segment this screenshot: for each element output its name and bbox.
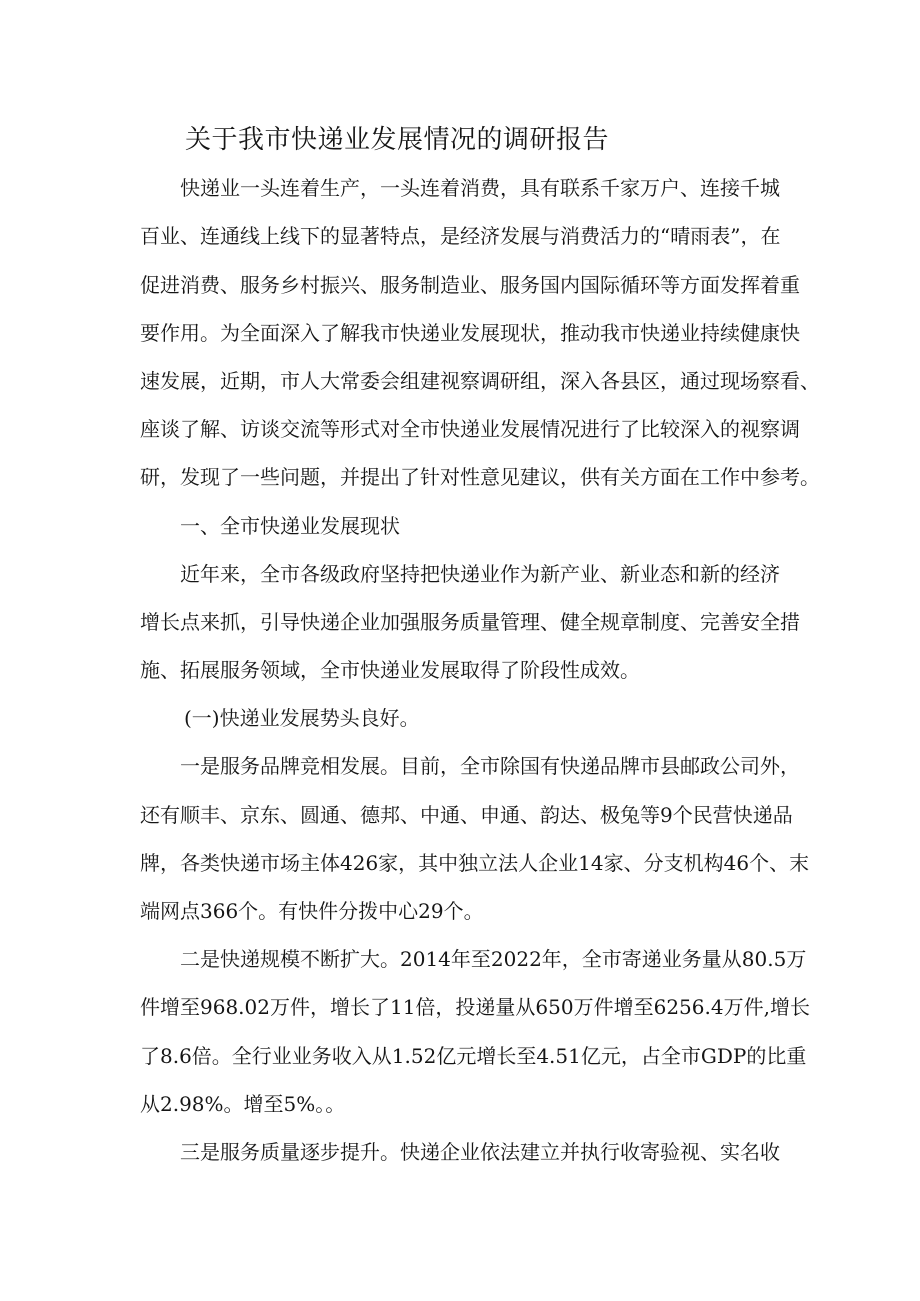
document-title: 关于我市快递业发展情况的调研报告: [185, 125, 610, 155]
paragraph-line: 速发展，近期，市人大常委会组建视察调研组，深入各县区，通过现场察看、: [140, 368, 820, 393]
paragraph-line: 三是服务质量逐步提升。快递企业依法建立并执行收寄验视、实名收: [180, 1139, 780, 1164]
paragraph-overview: [140, 550, 800, 695]
paragraph-line: 研，发现了一些问题，并提出了针对性意见建议，供有关方面在工作中参考。: [140, 465, 820, 490]
paragraph-line: 快递业一头连着生产，一头连着消费，具有联系千家万户、连接千城: [180, 176, 780, 201]
paragraph-line: 促进消费、服务乡村振兴、服务制造业、服务国内国际循环等方面发挥着重: [140, 272, 800, 297]
paragraph-line: 座谈了解、访谈交流等形式对全市快递业发展情况进行了比较深入的视察调: [140, 417, 800, 442]
paragraph-line: 端网点366个。有快件分拨中心29个。: [140, 899, 484, 923]
paragraph-intro: [140, 164, 820, 501]
paragraph-line: 从2.98%。增至5%。。: [140, 1091, 346, 1116]
paragraph-line: 增长点来抓，引导快递企业加强服务质量管理、健全规章制度、完善安全措: [140, 609, 800, 634]
paragraph-brands: [140, 742, 810, 935]
paragraph-line: 施、拓展服务领域，全市快递业发展取得了阶段性成效。: [140, 658, 640, 683]
paragraph-line: 二是快递规模不断扩大。2014年至2022年，全市寄递业务量从80.5万: [180, 947, 807, 972]
paragraph-line: 一是服务品牌竞相发展。目前，全市除国有快递品牌市县邮政公司外，: [180, 754, 800, 779]
document-body: [140, 116, 820, 1176]
paragraph-line: 件增至968.02万件，增长了11倍，投递量从650万件增至6256.4万件,增长: [140, 995, 810, 1020]
section-heading: 一、全市快递业发展现状: [180, 513, 400, 538]
paragraph-line: 了8.6倍。全行业业务收入从1.52亿元增长至4.51亿元，占全市GDP的比重: [140, 1043, 807, 1068]
paragraph-line: 要作用。为全面深入了解我市快递业发展现状，推动我市快递业持续健康快: [140, 320, 800, 345]
paragraph-line: 近年来，全市各级政府坚持把快递业作为新产业、新业态和新的经济: [180, 561, 780, 586]
paragraph-line: 还有顺丰、京东、圆通、德邦、中通、申通、韵达、极兔等9个民营快递品: [140, 802, 793, 827]
paragraph-quality: [140, 1128, 780, 1176]
paragraph-scale: [140, 935, 810, 1128]
subsection-heading: (一)快递业发展势头良好。: [184, 706, 420, 731]
paragraph-line: 牌，各类快递市场主体426家，其中独立法人企业14家、分支机构46个、末: [140, 850, 810, 875]
paragraph-line: 百业、连通线上线下的显著特点，是经济发展与消费活力的“晴雨表”，在: [140, 224, 781, 249]
